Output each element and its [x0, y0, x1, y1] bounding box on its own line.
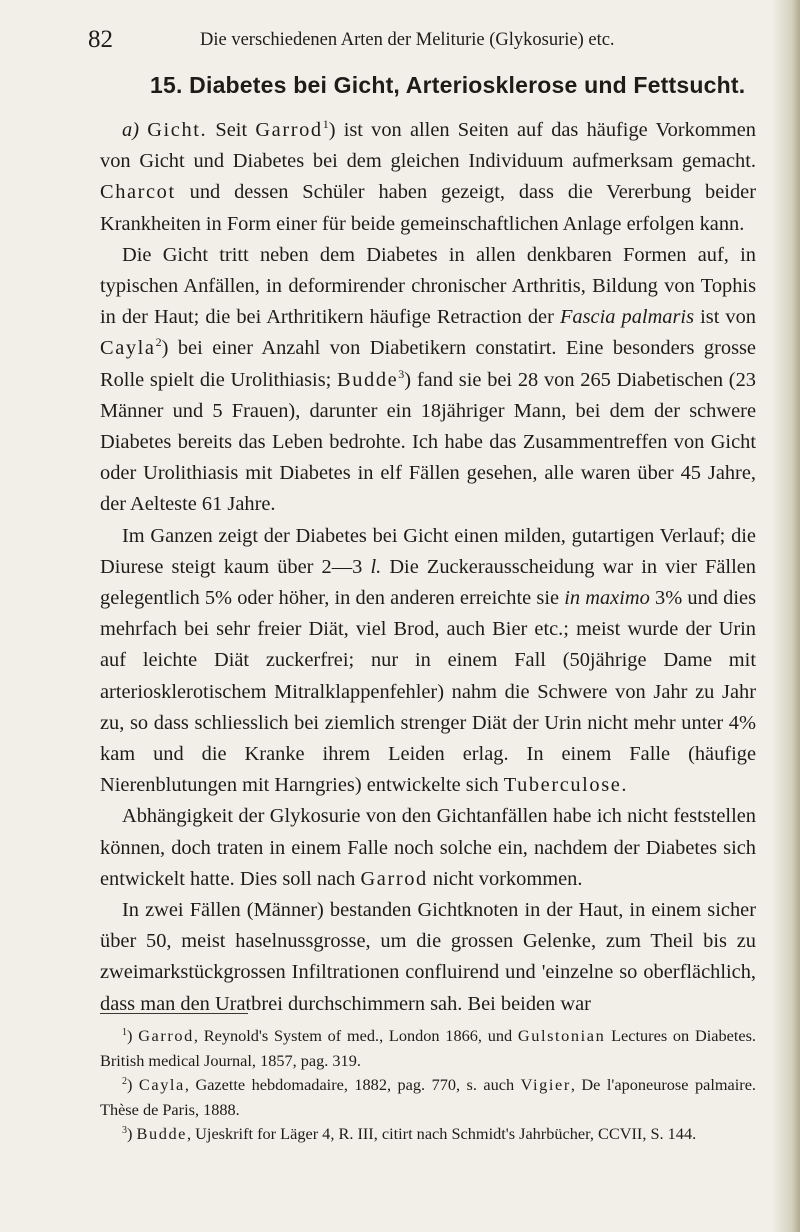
keyword-gicht: Gicht.	[147, 119, 208, 141]
body-text	[100, 115, 756, 1020]
footnote-author: Vigier	[520, 1075, 571, 1095]
text-run: , Reynold's System of med., London 1866, und	[193, 1026, 518, 1045]
running-title: Die verschiedenen Arten der Meliturie (Glykosurie) etc.	[200, 30, 615, 50]
footnote-2: $^2$) Cayla, Gazette hebdomadaire, 1882, pag. 770, s. auch Vigier, De l'aponeurose palmaire. Thèse de Paris, 1888.	[100, 1075, 756, 1119]
author-garrod: Garrod	[255, 119, 323, 141]
percent-sign: %	[215, 587, 233, 610]
paragraph-verlauf	[100, 521, 756, 802]
text-run: , Ujeskrift for Läger 4, R. III, citirt nach Schmidt's Jahrbücher, CCVII, S. 144.	[187, 1124, 697, 1144]
footnote-marker: 3	[122, 1125, 127, 1137]
author-garrod: Garrod	[360, 867, 428, 890]
footnotes	[100, 1024, 756, 1147]
text-run: In zwei Fällen (Männer) bestanden Gichtknoten in der Haut, in einem sicher über 50, meist haselnussgrosse, um die grossen Gelenke, zum Theil bis zu zweimarkstückgrossen Infiltrationen confluirend und 'einzelne so oberflächlich, dass man den Uratbrei durchschimmern sah. Bei beiden war	[100, 899, 756, 1015]
author-budde: Budde	[337, 368, 399, 391]
footnote-author: Gulstonian	[517, 1026, 606, 1045]
text-run: kam und die Kranke ihrem Leiden erlag. In einem Falle (häufige Nierenblutungen mit Harngries) entwickelte sich	[100, 743, 756, 797]
text-run: und dessen Schüler haben gezeigt, dass die Vererbung beider Krankheiten in Form einer für beide gemeinschaftlichen Anlage erfolgen kann.	[100, 181, 756, 235]
footnote-1: $^1$) Garrod, Reynold's System of med., London 1866, und Gulstonian Lectures on Diabetes. British medical Journal, 1857, pag. 319.	[100, 1026, 756, 1070]
term-in-maximo: in maximo	[564, 587, 650, 610]
unit-liter: l.	[370, 555, 382, 578]
text-run: nicht vorkommen.	[427, 867, 583, 890]
footnote-author: Budde	[136, 1124, 188, 1144]
section-heading: 15. Diabetes bei Gicht, Arteriosklerose und Fettsucht.	[150, 72, 746, 98]
text-run: ) bei einer Anzahl von Diabetikern constatirt. Eine besonders grosse Rolle spielt die Urolithiasis;	[100, 337, 756, 391]
text-run: oder höher, in den anderen erreichte sie	[232, 587, 565, 610]
page-edge-shadow	[772, 0, 800, 1232]
footnote-marker: 2	[122, 1076, 127, 1088]
paragraph-gicht	[100, 115, 756, 240]
page-number: 82	[88, 26, 113, 53]
text-run: , De l'aponeurose palmaire. Thèse de Paris, 1888.	[100, 1075, 756, 1119]
text-run: Seit	[207, 119, 256, 141]
item-label: a)	[122, 119, 139, 141]
running-head	[88, 26, 748, 60]
footnote-author: Garrod	[138, 1026, 194, 1045]
text-run	[139, 119, 147, 141]
footnote-ref-3[interactable]: 3	[398, 366, 405, 381]
footnote-3: $^3$) Budde, Ujeskrift for Läger 4, R. III, citirt nach Schmidt's Jahrbücher, CCVII, S. 144.	[122, 1124, 697, 1144]
text-run: Im Ganzen zeigt der Diabetes bei Gicht einen milden, gutartigen Verlauf; die Diurese steigt kaum über 2—3	[100, 524, 756, 578]
footnote-marker: 1	[122, 1027, 127, 1038]
text-run: , Gazette hebdomadaire, 1882, pag. 770, s. auch	[184, 1075, 521, 1095]
percent-sign: %	[739, 711, 756, 734]
text-run: Die Gicht tritt neben dem Diabetes in allen denkbaren Formen auf, in typischen Anfällen, in deformirender chronischer Arthritis, Bildung von Tophis in der Haut; die bei Arthritikern häufige Retraction der	[100, 243, 756, 329]
paragraph-gicht-forms	[100, 240, 756, 521]
footnote-ref-2[interactable]: 2	[155, 335, 162, 350]
text-run: Die Zuckerausscheidung war in vier Fällen gelegentlich 5	[100, 555, 756, 610]
term-fascia-palmaris: Fascia palmaris	[559, 306, 695, 329]
text-run: 3	[649, 587, 666, 610]
keyword-tuberculose: Tuberculose.	[503, 774, 629, 797]
footnote-ref-1[interactable]: 1	[322, 117, 329, 131]
text-run: Lectures on Diabetes. British medical Journal, 1857, pag. 319.	[100, 1026, 756, 1070]
footnote-author: Cayla	[138, 1075, 185, 1095]
text-run: ) ist von allen Seiten auf das häufige Vorkommen von Gicht und Diabetes bei dem gleichen Individuum aufmerksam gemacht.	[100, 119, 756, 173]
text-run: ) fand sie bei 28 von 265 Diabetischen (23 Männer und 5 Frauen), darunter ein 18jähriger Mann, bei dem der schwere Diabetes bereits das Leben bedrohte. Ich habe das Zusammentreffen von Gicht oder Urolithiasis mit Diabetes in elf Fällen gesehen, alle waren über 45 Jahre, der Aelteste 61 Jahre.	[100, 368, 756, 516]
footnote-divider	[100, 1013, 248, 1014]
text-run: und dies mehrfach bei sehr freier Diät, viel Brod, auch Bier etc.; meist wurde der Urin auf leichte Diät zuckerfrei; nur in einem Fall (50jährige Dame mit arteriosklerotischem Mitralklappenfehler) nahm die Schwere von Jahr zu Jahr zu, so dass schliesslich bei ziemlich strenger Diät der Urin nicht mehr unter 4	[100, 587, 757, 734]
text-run: Abhängigkeit der Glykosurie von den Gichtanfällen habe ich nicht feststellen können, doch traten in einem Falle noch solche ein, nachdem der Diabetes sich entwickelt hatte. Dies soll nach	[100, 805, 756, 890]
paragraph-abhaengigkeit	[100, 801, 756, 895]
author-cayla: Cayla	[100, 337, 156, 360]
author-charcot: Charcot	[100, 181, 176, 204]
paragraph-gichtknoten	[100, 895, 756, 1020]
text-run: ist von	[694, 306, 757, 329]
percent-sign: %	[665, 587, 683, 610]
